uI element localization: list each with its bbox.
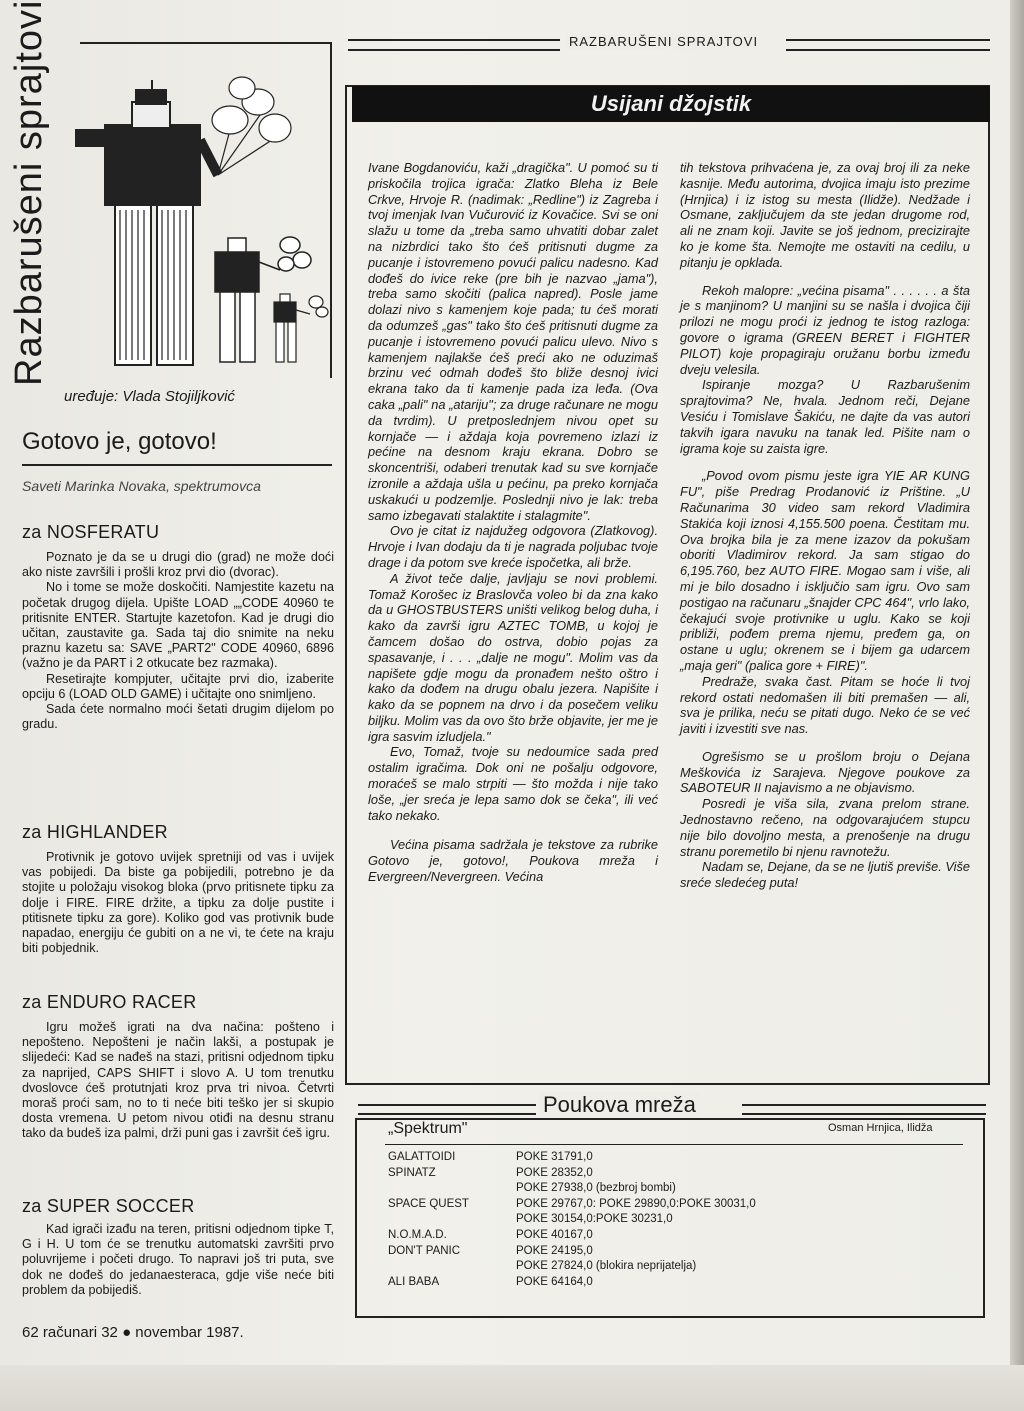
poukova-title: Poukova mreža: [539, 1092, 700, 1118]
game-name: ALI BABA: [388, 1275, 440, 1288]
paragraph: Igru možeš igrati na dva načina: pošteno i nepošteno. Nepošteni je način lakši, a postupak je slijedeći: Kad se nađeš na stazi, pritisni odjednom tipku za naprijed, CAPS SHIFT i slovo A. U tom trenutku dvoslovce ćeš protutnjati kroz prva tri nivoa. Četvrti moraš proći sam, no to ti neće biti teško jer si skupio dosta vremena. U petom nivou otiđi na desnu stranu tako da budeš iza palmi, drži puni gas i završit ćeš igru.: [22, 1020, 334, 1141]
game-name: N.O.M.A.D.: [388, 1228, 447, 1241]
game-name: [388, 1259, 516, 1275]
game-name: [388, 1212, 516, 1228]
section-body-enduro-racer: [22, 1020, 334, 1142]
paragraph: Protivnik je gotovo uvijek spretniji od vas i uvijek vas pobijedi. Da biste ga pobijedili, potrebno je da stojite u položaju visokog bloka (prvo pritisnete tipku za dolje i FIRE. FIRE držite, a tipku za dolje pustite i ptitisnete tipku za gore). Koliko god vas protivnik bude napadao, energiju će gubiti on a ne vi, te ćete na kraju biti pobjednik.: [22, 850, 334, 956]
medium-figure: [215, 237, 311, 362]
poukova-rule-left: [358, 1104, 536, 1115]
poke-code: POKE 29767,0: POKE 29890,0:POKE 30031,0: [516, 1197, 756, 1210]
poke-code: POKE 27824,0 (blokira neprijatelja): [516, 1260, 697, 1273]
poke-code: POKE 24195,0: [516, 1244, 593, 1257]
running-head-rule-left: [348, 39, 560, 51]
paragraph: A život teče dalje, javljaju se novi problemi. Tomaž Korošec iz Braslovča voleo bi da zna kako da u GHOSTBUSTERS uništi velikog belog duha, i kako da završi igru AZTEC TOMB, u kojoj je čamcem došao do ostrva, dobio pojas za spasavanje, i . . . „dalje ne mogu". Molim vas da napišete gdje mogu da pronađem nešto oštro i kako da dođem na drugu obalu jezera. Napišite i kako da se popnem na drvo i da posečem veliku biljku. Molim vas da ovo što brže objavite, jer me je igra sasvim izludjela.": [368, 570, 658, 744]
section-heading-enduro-racer: za ENDURO RACER: [22, 992, 197, 1012]
game-name: DON'T PANIC: [388, 1244, 461, 1257]
section-heading-nosferatu: za NOSFERATU: [22, 522, 160, 542]
paragraph: Posredi je viša sila, zvana prelom strane. Jednostavno rečeno, na odgovarajućem stupcu nije bilo dovoljno mesta, a prenošenje na drugu stranu poremetilo bi njenu ravnotežu.: [680, 796, 970, 859]
article-column-2: [680, 160, 970, 891]
list-item: [388, 1197, 756, 1213]
page-edge: [1010, 0, 1024, 1411]
paragraph: Većina pisama sadržala je tekstove za rubrike Gotovo je, gotovo!, Poukova mreža i Evergreen/Nevergreen. Većina: [368, 837, 658, 885]
paragraph: No i tome se može doskočiti. Namjestite kazetu na početak drugog dijela. Upište LOAD „„CODE 40960 te pritisnite ENTER. Startujte kazetofon. Kad je drugi dio učitan, zaustavite ga. Sada taj dio snimite na neku praznu kazetu sa: SAVE „PART2" CODE 40960, 6896 (važno je da PART i 2 otkucate bez razmaka).: [22, 580, 334, 671]
paragraph: Sada ćete normalno moći šetati drugim dijelom po gradu.: [22, 702, 334, 732]
large-balloons: [212, 77, 291, 175]
paragraph: „Povod ovom pismu jeste igra YIE AR KUNG FU", piše Predrag Prodanović iz Prištine. „U Računarima 30 video sam rekord Vladimira Stakića koji iznosi 4,155.500 poena. Čestitam mu. Ova brojka bila je za mene izazov da pokušam oboriti Vladimirov rekord. Ja sam stigao do 6,195.760, bez AUTO FIRE. Mogao sam i više, ali mi je bilo dosadno i isključio sam igru. Ovo sam postigao na računaru „šnajder CPC 464", vrlo lako, čekajući svoje protivnike u uglu. Kako se koji približi, pođem prema njemu, pređem ga, on ostane u uglu; okrenem se i bijem ga udarcem „maja geri" (palica gore + FIRE)".: [680, 468, 970, 673]
paragraph: tih tekstova prihvaćena je, za ovaj broj ili za neke kasnije. Među autorima, dvojica imaju isto prezime (Hrnjica) i iz istog su mesta (Ilidže). Nedžade i Osmane, zaključujem da ste jedan drugome rod, ali ne znam koji. Javite se još jednom, precizirajte ko je kome šta. Nemojte me ostaviti na cedilu, u pitanju je opklada.: [680, 160, 970, 270]
page-folio: 62 računari 32 ● novembar 1987.: [22, 1324, 244, 1341]
poke-code: POKE 64164,0: [516, 1275, 593, 1288]
paragraph: Kad igrači izađu na teren, pritisni odjednom tipke T, G i H. U tom će se trenutku automatski završiti prvo poluvrijeme i početi drugo. To napravi još tri puta, sve dok ne dođeš do jedanaesteraca, gdje više neće biti problem da pobijediš.: [22, 1222, 334, 1297]
paragraph: Ogrešismo se u prošlom broju o Dejana Meškovića iz Sarajeva. Njegove poukove za SABOTEUR II najavismo a ne objavismo.: [680, 748, 970, 796]
paragraph: Resetirajte kompjuter, učitajte prvi dio, izaberite opciju 6 (LOAD OLD GAME) i učitajte ono snimljeno.: [22, 671, 334, 701]
game-name: SPINATZ: [388, 1166, 436, 1179]
paragraph: Ivane Bogdanoviću, kaži „dragička". U pomoć su ti priskočila trojica igrača: Zlatko Bleha iz Bele Crkve, Hrvoje R. (nadimak: „Redline") iz Zagreba i tvoj imenjak Ivan Vučurović iz Kovačice. Svi se oni slažu u tome da „treba samo uhvatiti dobar zalet na nizbrdici tako što ćeš pritisnuti dugme za pucanje i istovremeno povući palicu nadesno. Kad dođeš do ivice reke (pre bih je nazvao „jama"), treba samo skočiti (palica napred). Posle jame dolazi nivo s kamenjem koje pada; tu ćeš morati da odumzeš „gas" tako što ćeš pritisnuti dugme za pucanje i istovremeno povući palicu ulevo. Nivo s kamenjem najlakše ćeš preći ako ne oduzimaš brzinu već odmah dođeš što bliže desnoj ivici ekrana tako da ti kamenje pada iza leđa. (Ova caka „pali" na „atariju"; za druge računare ne mogu da tvrdim). U pretposlednjem nivou opet su kornjače — i aždaja koja povremeno izlazi iz pećine na desnom kraju ekrana. Dobro se skoncentriši, odaberi trenutak kad su sve kornjače izronile a aždaja ušla u pećinu, pa preko kornjača uskakući u podzemlje. Poslednji nivo je lak: treba samo izbegavati stalaktite i stalagmite".: [368, 160, 658, 523]
editor-credit: uređuje: Vlada Stojiljković: [64, 388, 235, 405]
list-item: [388, 1181, 756, 1197]
poke-code: POKE 31791,0: [516, 1151, 593, 1163]
running-head: RAZBARUŠENI SPRAJTOVI: [566, 34, 761, 49]
paragraph: Nadam se, Dejane, da se ne ljutiš previše. Više sreće sledećeg puta!: [680, 859, 970, 891]
game-name: GALATTOIDI: [388, 1151, 456, 1163]
frame-right-rule: [330, 42, 332, 378]
list-item: [388, 1275, 756, 1291]
list-item: [388, 1150, 756, 1166]
title-rule: [22, 464, 332, 466]
poke-code: POKE 27938,0 (bezbroj bombi): [516, 1182, 676, 1195]
poukova-author: Osman Hrnjica, Ilidža: [828, 1122, 933, 1134]
section-heading-super-soccer: za SUPER SOCCER: [22, 1196, 195, 1216]
poukova-rule-right: [742, 1104, 986, 1115]
frame-top-rule: [80, 42, 330, 44]
paragraph: Ispiranje mozga? U Razbarušenim sprajtovima? Ne, hvala. Jednom reči, Dejane Vesiću i Tomislave Šakiću, ne dajte da vas autori takvih igara navuku na tanak led. Pišite nam o igrama koje su zaista igre.: [680, 377, 970, 456]
poke-code: POKE 28352,0: [516, 1166, 593, 1179]
section-heading-highlander: za HIGHLANDER: [22, 822, 168, 842]
article-column-1: [368, 160, 658, 885]
section-body-super-soccer: [22, 1222, 334, 1298]
poke-code: POKE 40167,0: [516, 1228, 593, 1241]
paragraph: Poznato je da se u drugi dio (grad) ne može doći ako niste završili i prošli kroz prvi dio (dvorac).: [22, 550, 334, 580]
list-item: [388, 1244, 756, 1260]
small-figure: [274, 294, 328, 362]
article-banner: Usijani džojstik: [352, 86, 990, 122]
balloon-figures-illustration: [60, 70, 330, 370]
list-item: [388, 1212, 756, 1228]
poke-list: [388, 1150, 756, 1290]
paragraph: Evo, Tomaž, tvoje su nedoumice sada pred ostalim igračima. Dok oni ne pošalju odgovore, moraćeš se malo strpiti — što možda i nije tako loše, „jer sreća je lepa samo dok se čeka", ili već tako nekako.: [368, 744, 658, 823]
section-body-highlander: [22, 850, 334, 956]
list-item: [388, 1166, 756, 1182]
list-item: [388, 1259, 756, 1275]
poukova-header-rule: [385, 1144, 963, 1145]
list-item: [388, 1228, 756, 1244]
section-body-nosferatu: [22, 550, 334, 732]
poke-code: POKE 30154,0:POKE 30231,0: [516, 1213, 673, 1226]
running-head-rule-right: [786, 39, 990, 51]
game-name: SPACE QUEST: [388, 1197, 469, 1210]
large-figure: [76, 80, 218, 365]
page-bottom-margin: [0, 1365, 1024, 1411]
poukova-machine: „Spektrum": [388, 1120, 468, 1137]
paragraph: Rekoh malopre: „većina pisama" . . . . . . a šta je s manjinom? U manjini su se našla i dvojica čiji prilozi ne mogu proći iz jednog te istog razloga: govore o igrama (GREEN BERET i FIGHTER PILOT) koje propagiraju oružanu borbu između dveju velesila.: [680, 282, 970, 377]
paragraph: Ovo je citat iz najdužeg odgovora (Zlatkovog). Hrvoje i Ivan dodaju da ti je nagrada poljubac tvoje drage i da potom sve kreće ispočetka, ali brže.: [368, 523, 658, 570]
left-column-subtitle: Saveti Marinka Novaka, spektrumovca: [22, 478, 261, 494]
game-name: [388, 1181, 516, 1197]
left-column-title: Gotovo je, gotovo!: [22, 428, 217, 455]
paragraph: Predraže, svaka čast. Pitam se hoće li tvoj rekord ostati nedomašen ili biti premašen — ali, sva je prilika, neću se pitati dugo. Neko će se već javiti i izvestiti sve nas.: [680, 673, 970, 737]
vertical-section-title: Razbarušeni sprajtovi: [8, 0, 50, 386]
